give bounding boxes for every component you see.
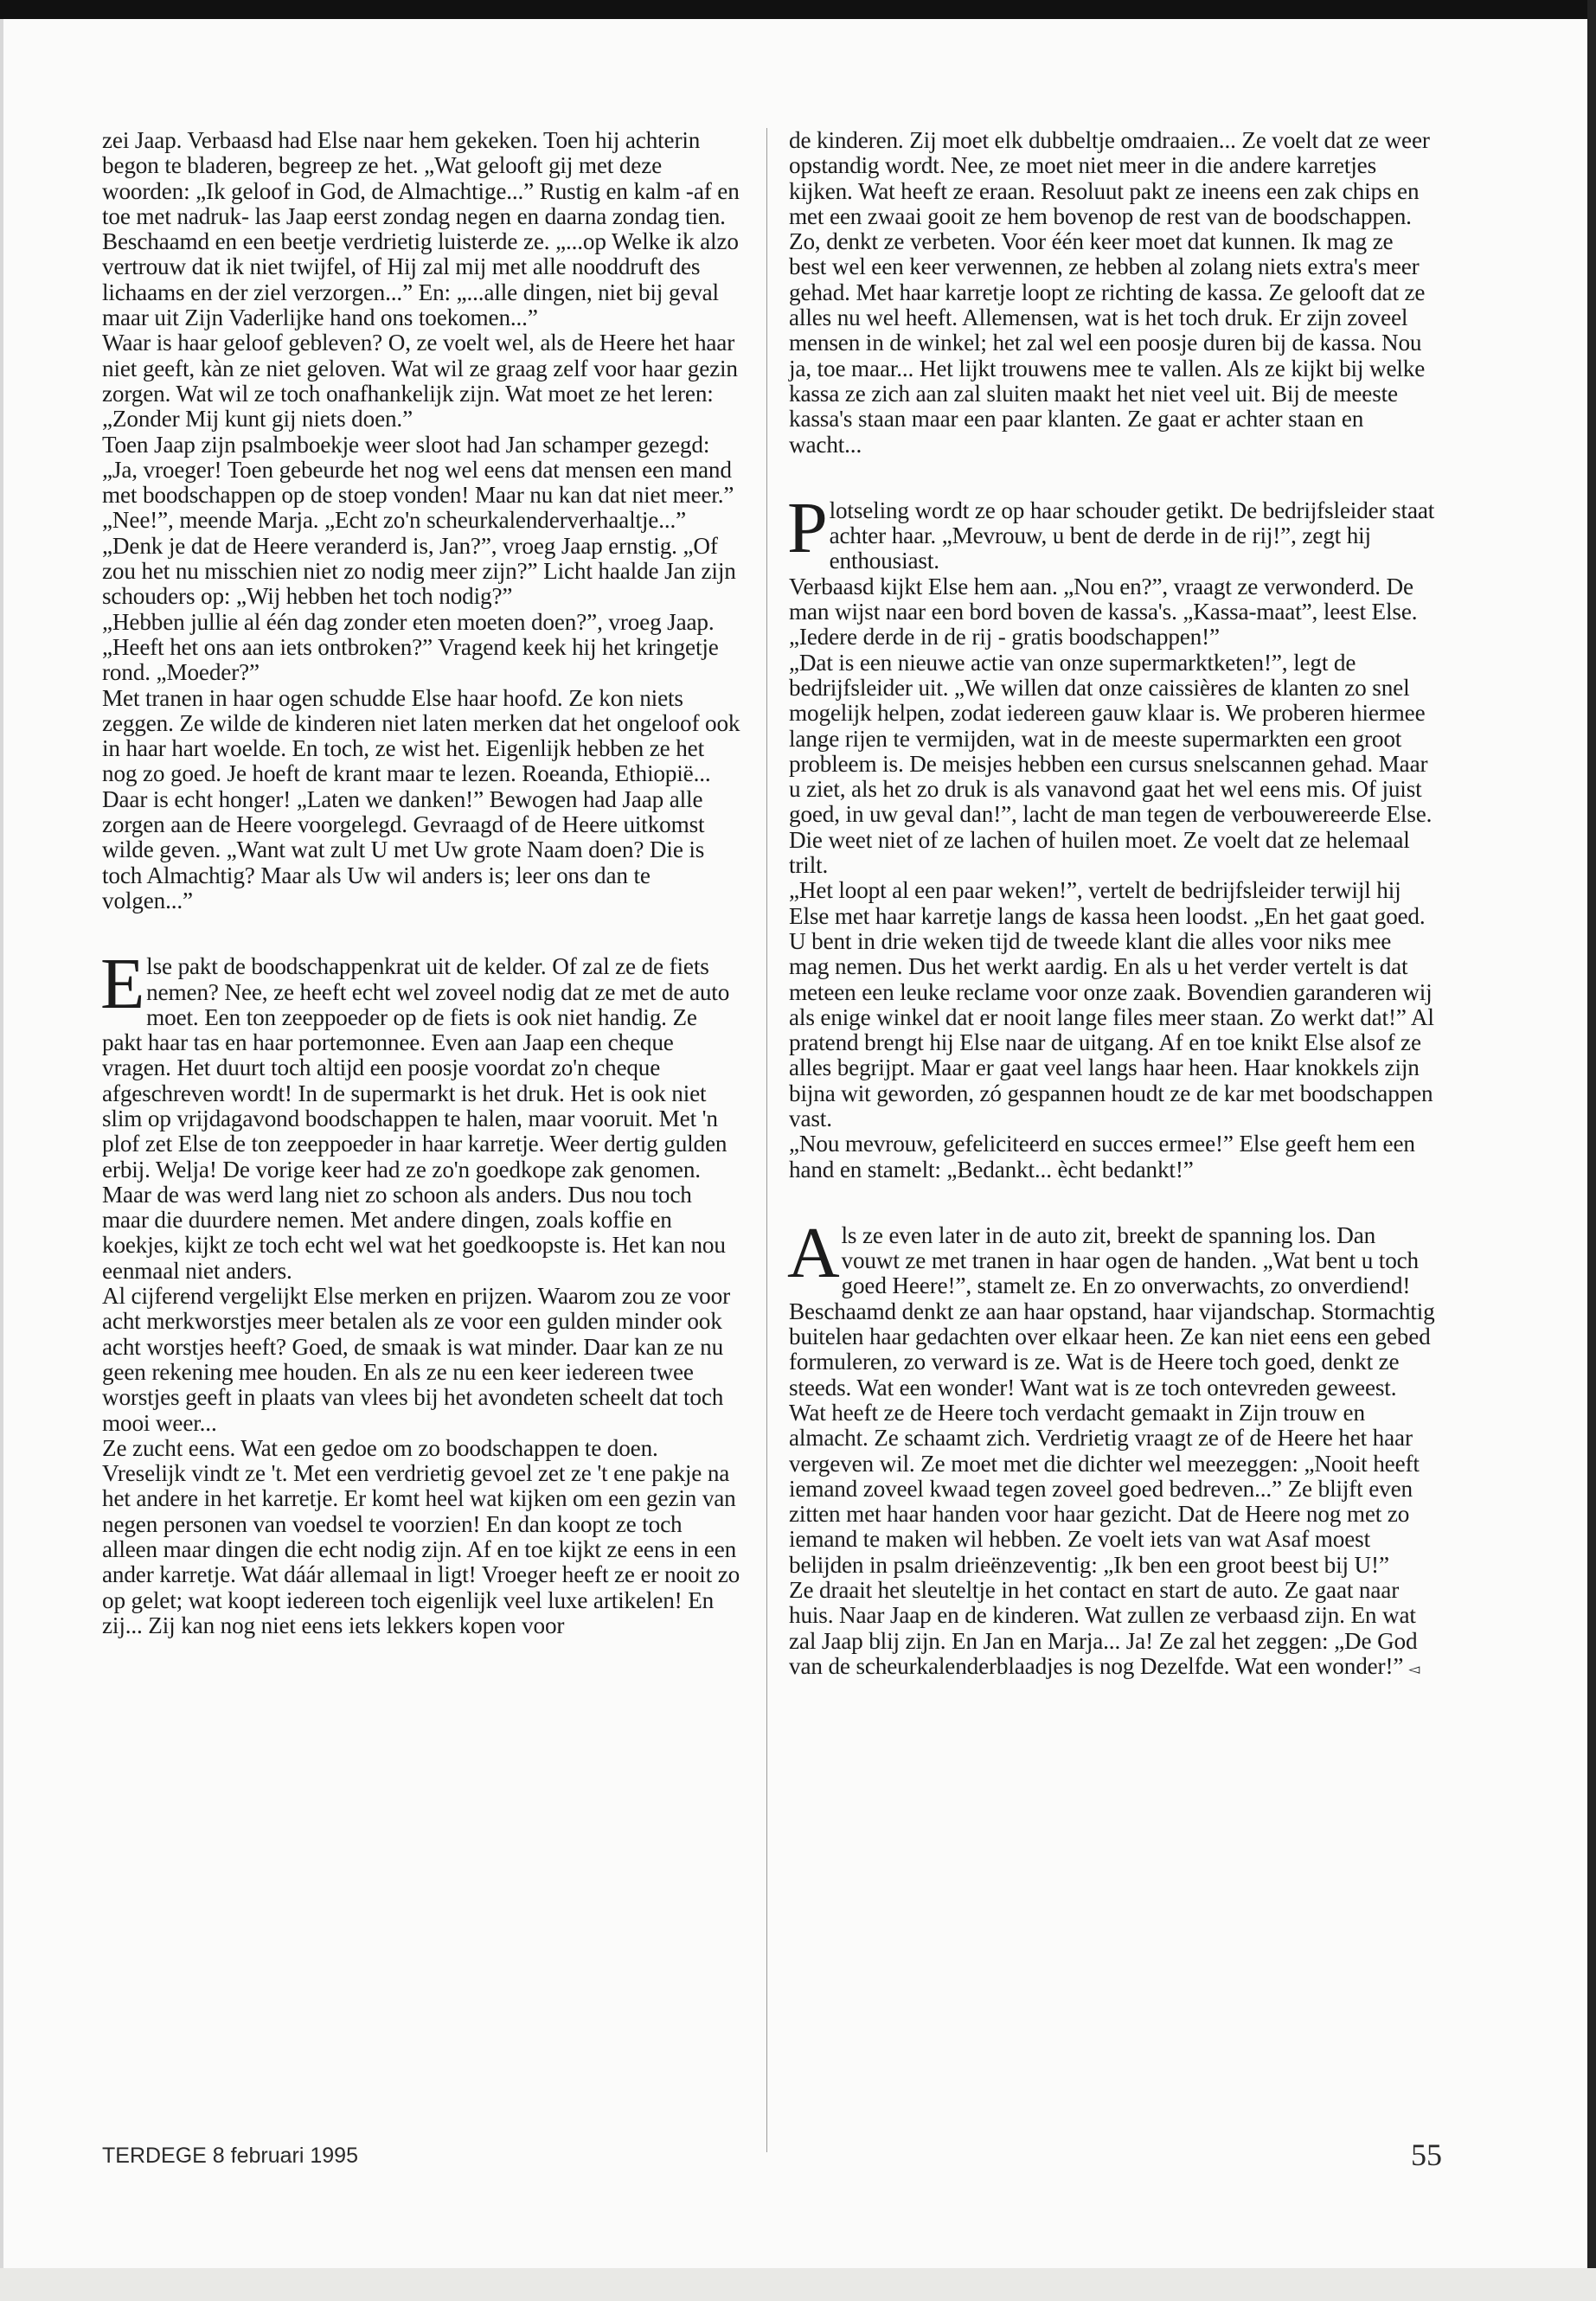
section-gap: [789, 1183, 1436, 1223]
paragraph: Ze zucht eens. Wat een gedoe om zo boodschappen te doen. Vreselijk vindt ze 't. Met een verdrietig gevoel zet ze 't ene pakje na het andere in het karretje. Er komt heel wat kijken om een gezin van negen personen van voedsel te voorzien! En dan koopt ze toch alleen maar dingen die echt nodig zijn. Af en toe kijkt ze eens in een ander karretje. Wat dáár allemaal in ligt! Vroeger heeft ze er nooit zo op gelet; wat koopt iedereen toch eigenlijk veel luxe artikelen! En zij... Zij kan nog niet eens iets lekkers kopen voor: [102, 1434, 740, 1638]
paragraph: „Nou mevrouw, gefeliciteerd en succes ermee!” Else geeft hem een hand en stamelt: „Bedankt... ècht bedankt!”: [789, 1131, 1415, 1183]
paragraph: „Hebben jullie al één dag zonder eten moeten doen?”, vroeg Jaap. „Heeft het ons aan iets ontbroken?” Vragend keek hij het kringetje rond. „Moeder?”: [102, 608, 719, 686]
paragraph: [787, 1212, 1436, 1299]
paragraph: [100, 944, 742, 1284]
paragraph-text: ls ze even later in de auto zit, breekt de spanning los. Dan vouwt ze met tranen in haar ogen de handen. „Wat bent u toch goed Heere!”, stamelt ze. En zo onverwachts, zo onverdiend!: [841, 1221, 1420, 1299]
section-checkout: [787, 487, 1436, 1183]
paragraph: de kinderen. Zij moet elk dubbeltje omdraaien... Ze voelt dat ze weer opstandig wordt. Nee, ze moet niet meer in die andere karretjes kijken. Wat heeft ze eraan. Resoluut pakt ze ineens een zak chips en met een zwaai gooit ze hem bovenop de rest van de boodschappen. Zo, denkt ze verbeten. Voor één keer moet dat kunnen. Ik mag ze best wel een keer verwennen, ze hebben al zolang niets extra's meer gehad. Met haar karretje loopt ze richting de kassa. Ze gelooft dat ze alles nu wel heeft. Allemensen, wat is het toch druk. Er zijn zoveel mensen in de winkel; het zal wel een poosje duren bij de kassa. Nou ja, toe maar... Het lijkt trouwens mee te vallen. Als ze kijkt bij welke kassa ze zich aan zal sluiten maakt het niet veel uit. Bij de meeste kassa's staan maar een paar klanten. Ze gaat er achter staan en wacht...: [789, 127, 1430, 458]
paragraph: „Nee!”, meende Marja. „Echt zo'n scheurkalenderverhaaltje...”: [102, 507, 687, 534]
paragraph: „Dat is een nieuwe actie van onze supermarktketen!”, legt de bedrijfsleider uit. „We willen dat onze caissières de klanten zo snel mogelijk helpen, zodat iedereen gauw klaar is. We proberen hiermee lange rijen te vermijden, wat in de meeste supermarkten een groot probleem is. De meisjes hebben een cursus snelscannen gehad. Maar u ziet, als het zo druk is als vanavond gaat het wel eens mis. Of juist goed, in uw geval dan!”, lacht de man tegen de verbouwereerde Else. Die weet niet of ze lachen of huilen moet. Ze voelt dat ze helemaal trilt.: [789, 649, 1433, 879]
paragraph: „Het loopt al een paar weken!”, vertelt de bedrijfsleider terwijl hij Else met haar karretje langs de kassa heen loodst. „En het gaat goed. U bent in drie weken tijd de tweede klant die alles voor niks mee mag nemen. Dus het werkt aardig. En als u het verder vertelt is dat meteen een leuke reclame voor onze zaak. Bovendien garanderen wij als enige winkel dat er nooit lange files meer staan. Zo werkt dat!” Al pratend brengt hij Else naar de uitgang. Af en toe knikt Else alsof ze alles begrijpt. Maar er gaat veel langs haar heen. Haar knokkels zijn bijna wit geworden, zó gespannen houdt ze de kar met boodschappen vast.: [789, 877, 1434, 1131]
scan-edge-right: [1587, 0, 1596, 2301]
section-car: [787, 1212, 1436, 1682]
page-number: 55: [1411, 2138, 1442, 2172]
paragraph: Met tranen in haar ogen schudde Else haar hoofd. Ze kon niets zeggen. Ze wilde de kinderen niet laten merken dat het ongeloof ook in haar hart woelde. En toch, ze wist het. Eigenlijk hebben ze het nog zo goed. Je hoeft de krant maar te lezen. Roeanda, Ethiopië... Daar is echt honger! „Laten we danken!” Bewogen had Jaap alle zorgen aan de Heere voorgelegd. Gevraagd of de Heere uitkomst wilde geven. „Want wat zult U met Uw grote Naam doen? Die is toch Almachtig? Maar als Uw wil anders is; leer ons dan te volgen...”: [102, 684, 740, 913]
paragraph: Al cijferend vergelijkt Else merken en prijzen. Waarom zou ze voor acht merkworstjes meer betalen als ze voor een gulden minder ook acht worstjes heeft? Goed, de smaak is wat minder. Daar kan ze nu geen rekening mee houden. En als ze nu een keer iedereen twee worstjes geeft in plaats van vlees bij het avondeten scheelt dat toch mooi weer...: [102, 1283, 730, 1436]
end-mark-icon: ◅: [1408, 1660, 1420, 1678]
drop-cap: E: [100, 944, 145, 1025]
paragraph: Toen Jaap zijn psalmboekje weer sloot had Jan schamper gezegd: „Ja, vroeger! Toen gebeurde het nog wel eens dat mensen een mand met boodschappen op de stoep vonden! Maar nu kan dat niet meer.”: [102, 431, 734, 509]
scan-edge-top: [0, 0, 1596, 19]
drop-cap: A: [787, 1212, 840, 1293]
drop-cap: P: [787, 487, 828, 568]
section-supermarket: [100, 944, 742, 1638]
paragraph: „Denk je dat de Heere veranderd is, Jan?”, vroeg Jaap ernstig. „Of zou het nu misschien niet zo nodig meer zijn?” Licht haalde Jan zijn schouders op: „Wij hebben het toch nodig?”: [102, 532, 736, 610]
paragraph-text: lotseling wordt ze op haar schouder getikt. De bedrijfsleider staat achter haar. „Mevrouw, u bent de derde in de rij!”, zegt hij enthousiast.: [829, 497, 1435, 574]
section-gap: [102, 913, 742, 954]
paragraph: Beschaamd denkt ze aan haar opstand, haar vijandschap. Stormachtig buitelen haar gedachten over elkaar heen. Ze kan niet eens een gebed formuleren, zo verward is ze. Wat is de Heere toch goed, denkt ze steeds. Wat een wonder! Want wat is ze toch ontevreden geweest. Wat heeft ze de Heere toch verdacht gemaakt in Zijn trouw en almacht. Ze schaamt zich. Verdrietig vraagt ze of de Heere het haar vergeven wil. Ze moet met die dichter wel meezeggen: „Nooit heeft iemand zoveel kwaad tegen zoveel goed bedreven...” Ze blijft even zitten met haar handen voor haar gezicht. Dat de Heere nog met zo iemand te maken wil hebben. Ze voelt iets van wat Asaf moest belijden in psalm drieënzeventig: „Ik ben een groot beest bij U!”: [789, 1298, 1435, 1578]
paragraph-text: lse pakt de boodschappenkrat uit de kelder. Of zal ze de fiets nemen? Nee, ze heeft echt wel zoveel nodig dat ze met de auto moet. Een ton zeeppoeder op de fiets is ook niet handig. Ze pakt haar tas en haar portemonnee. Even aan Jaap een cheque vragen. Het duurt toch altijd een poosje voordat zo'n cheque afgeschreven wordt! In de supermarkt is het druk. Het is ook niet slim op vrijdagavond boodschappen te halen, maar vooruit. Met 'n plof zet Else de ton zeeppoeder in haar karretje. Weer dertig gulden erbij. Welja! De vorige keer had ze zo'n goedkope zak genomen. Maar de was werd lang niet zo schoon als anders. Dus nou toch maar die duurdere nemen. Met andere dingen, zoals koffie en koekjes, kijkt ze toch echt wel wat het goedkoopste is. Het kan nou eenmaal niet anders.: [102, 953, 730, 1284]
footer-publication: TERDEGE 8 februari 1995: [102, 2144, 358, 2168]
paragraph: [787, 487, 1436, 574]
left-column: [102, 128, 742, 1638]
paragraph: [789, 1578, 1436, 1682]
section-continuation-right: [789, 128, 1436, 458]
paragraph: zei Jaap. Verbaasd had Else naar hem gekeken. Toen hij achterin begon te bladeren, begreep ze het. „Wat gelooft gij met deze woorden: „Ik geloof in God, de Almachtige...” Rustig en kalm -af en toe met nadruk- las Jaap eerst zondag negen en daarna zondag tien. Beschaamd en een beetje verdrietig luisterde ze. „...op Welke ik alzo vertrouw dat ik niet twijfel, of Hij zal mij met alle nooddruft des lichaams en der ziel verzorgen...” En: „...alle dingen, niet bij geval maar uit Zijn Vaderlijke hand ons toekomen...”: [102, 127, 740, 331]
section-continuation: [102, 128, 742, 913]
paragraph-text: Ze draait het sleuteltje in het contact en start de auto. Ze gaat naar huis. Naar Jaap en de kinderen. Wat zullen ze verbaasd zijn. En wat zal Jaap blij zijn. En Jan en Marja... Ja! Ze zal het zeggen: „De God van de scheurkalenderblaadjes is nog Dezelfde. Wat een wonder!”: [789, 1577, 1418, 1679]
right-column: [789, 128, 1436, 1682]
section-gap: [789, 458, 1436, 498]
scan-edge-bottom: [0, 2268, 1596, 2301]
scan-edge-left: [0, 19, 3, 2301]
paragraph: Waar is haar geloof gebleven? O, ze voelt wel, als de Heere het haar niet geeft, kàn ze niet geloven. Wat wil ze graag zelf voor haar gezin zorgen. Wat wil ze toch onafhankelijk zijn. Wat moet ze het leren: „Zonder Mij kunt gij niets doen.”: [102, 330, 738, 433]
paragraph: Verbaasd kijkt Else hem aan. „Nou en?”, vraagt ze verwonderd. De man wijst naar een bord boven de kassa's. „Kassa-maat”, leest Else. „Iedere derde in de rij - gratis boodschappen!”: [789, 573, 1418, 651]
column-divider: [766, 128, 767, 2152]
